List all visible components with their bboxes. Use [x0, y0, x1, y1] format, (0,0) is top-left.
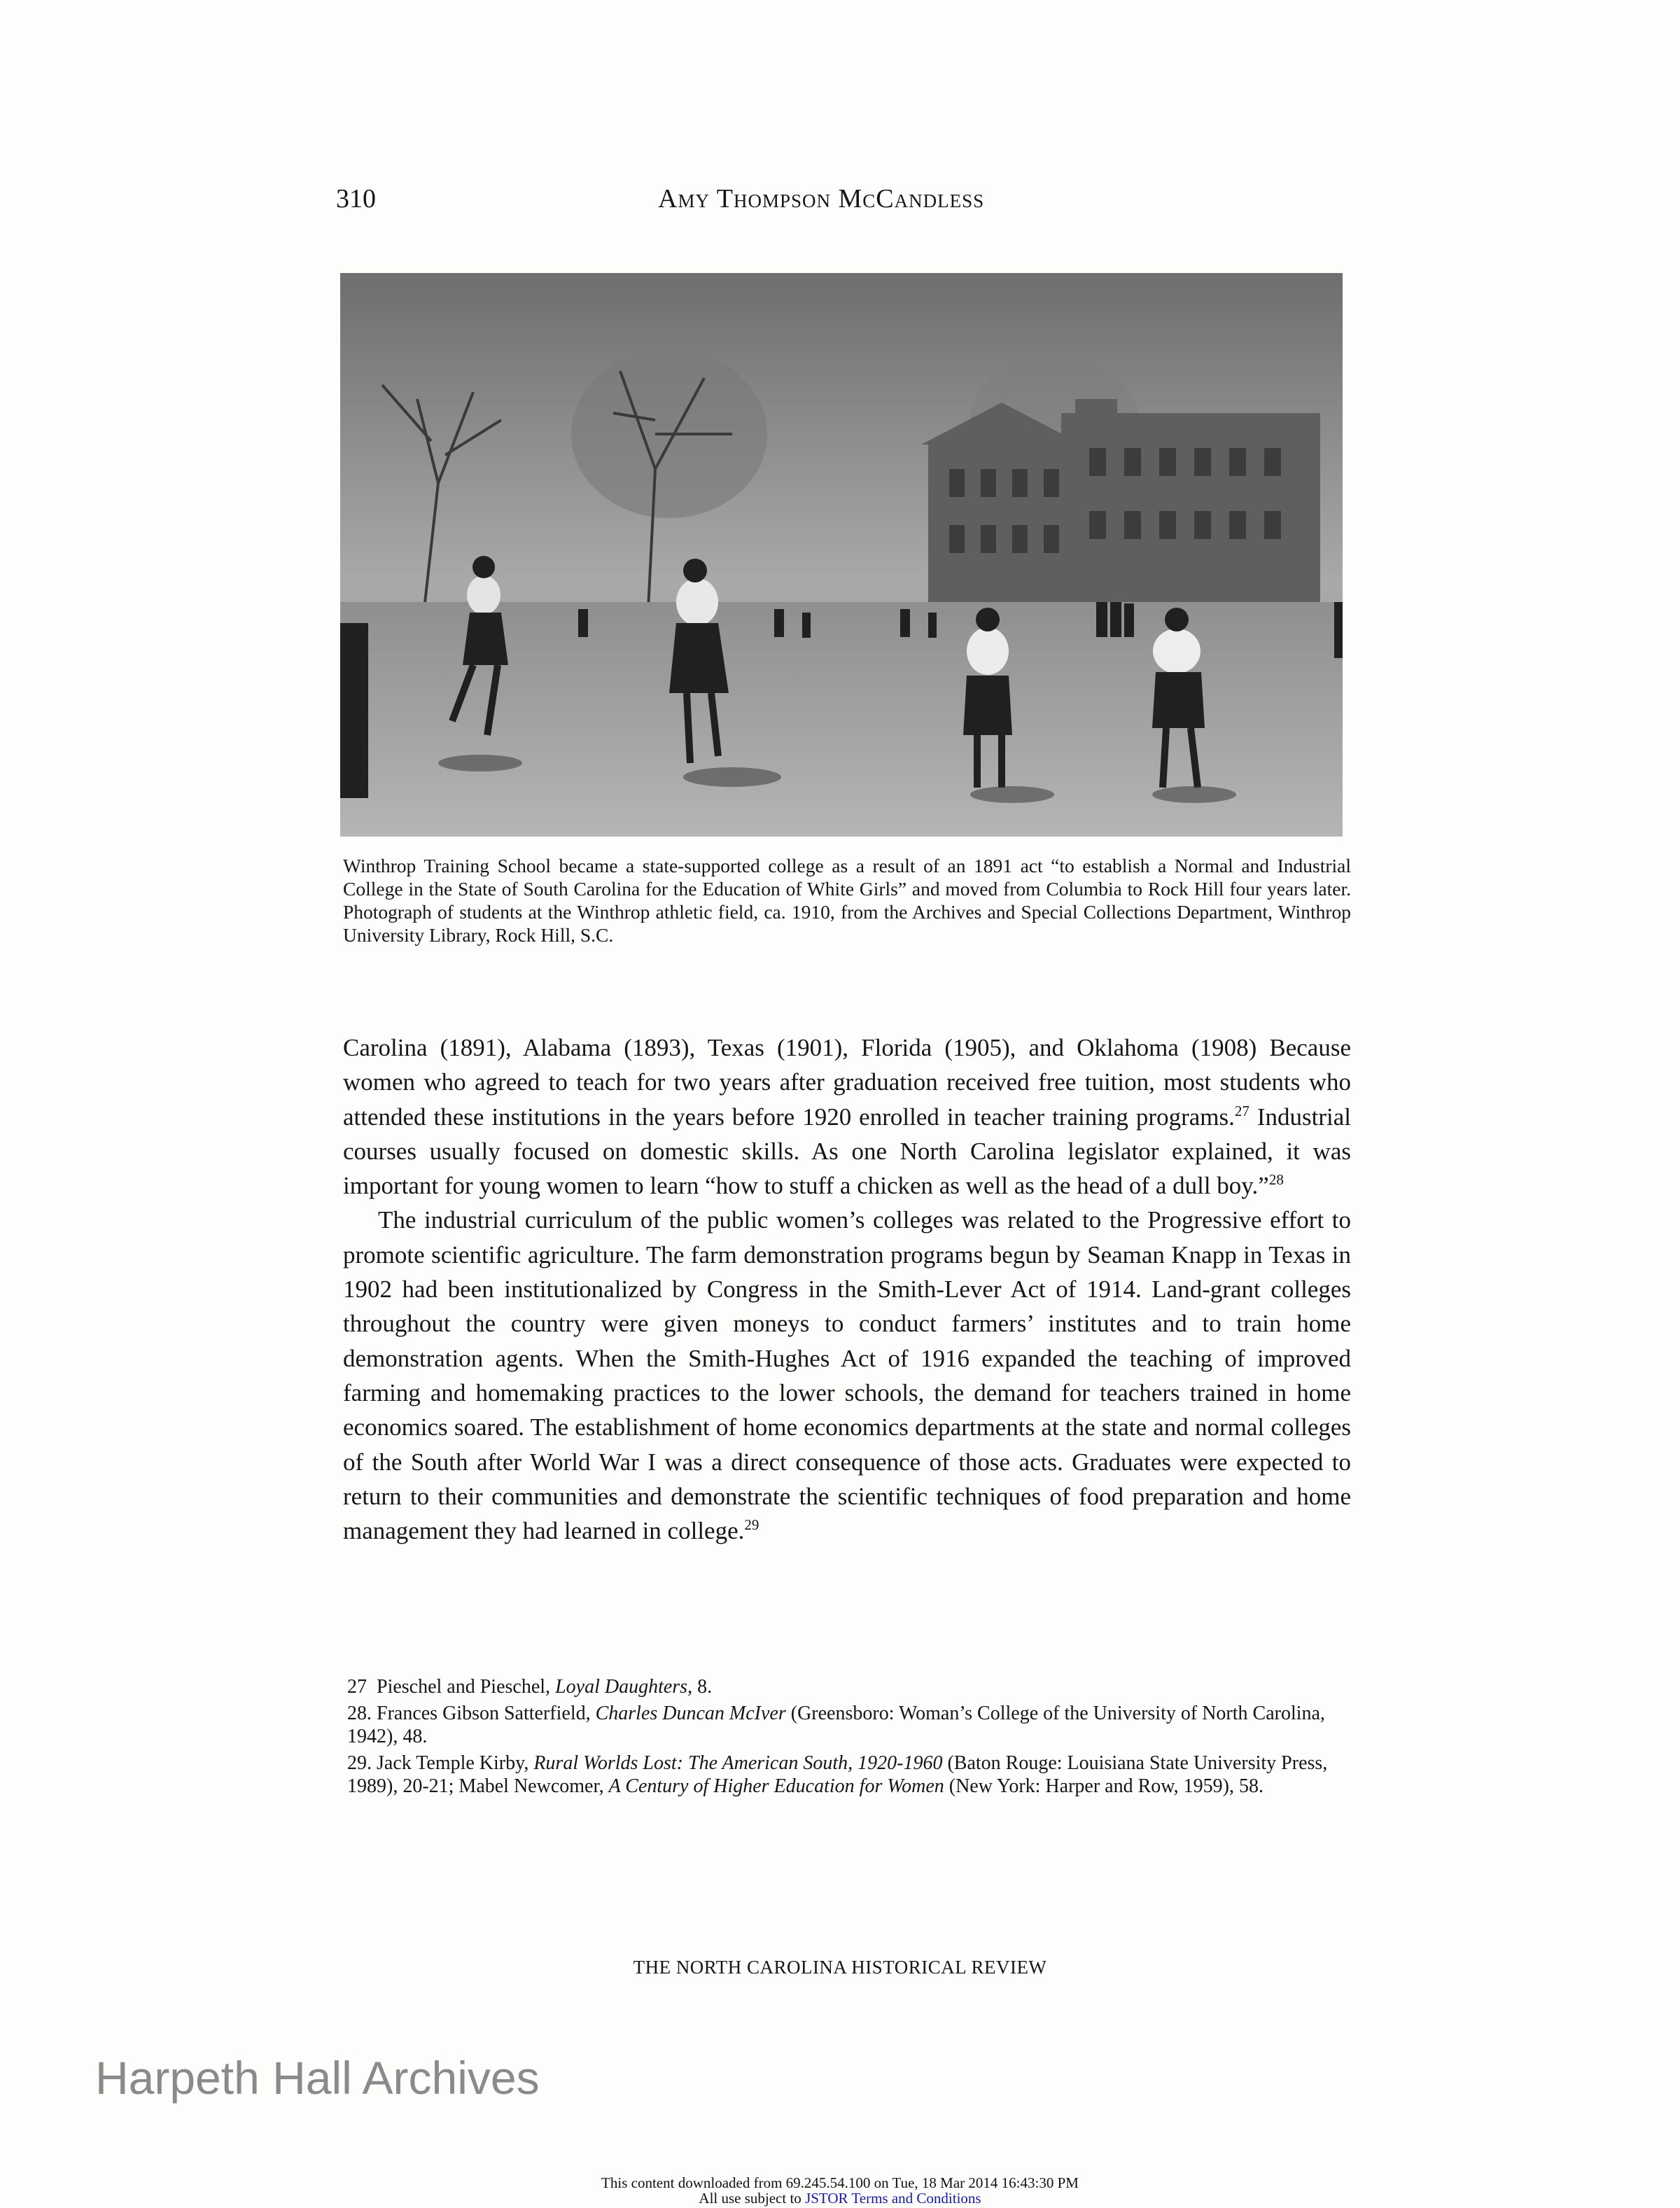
jstor-terms-link[interactable]: JSTOR Terms and Conditions [805, 2190, 981, 2207]
historical-photo-icon [340, 273, 1343, 837]
jstor-terms-line: All use subject to JSTOR Terms and Conditions [699, 2190, 981, 2207]
page-number: 310 [336, 184, 376, 214]
running-head: Amy Thompson McCandless [658, 184, 985, 214]
jstor-download-line: This content downloaded from 69.245.54.100 on Tue, 18 Mar 2014 16:43:30 PM [601, 2174, 1079, 2191]
footnote-27: 27 Pieschel and Pieschel, Loyal Daughters, 8. [347, 1676, 713, 1698]
footnotes [347, 1675, 1352, 1801]
footnote-ref: 27 [1234, 1102, 1250, 1119]
historical-photo [340, 273, 1343, 837]
bleed-through-running-head [602, 116, 610, 142]
jstor-notice [0, 2175, 1680, 2206]
journal-title: THE NORTH CAROLINA HISTORICAL REVIEW [633, 1957, 1047, 1978]
body-text [343, 1030, 1351, 1548]
footnote-29: 29. Jack Temple Kirby, Rural Worlds Lost: The American South, 1920-1960 (Baton Rouge: Louisiana State University Press, 1989), 20-21; Mabel Newcomer, A Century of Higher Education for Women (New York: Harper and Row, 1959), 58. [347, 1752, 1328, 1797]
photo-caption: Winthrop Training School became a state-supported college as a result of an 1891 act “to establish a Normal and Industrial College in the State of South Carolina for the Education of White Girls” and moved from Columbia to Rock Hill four years later. Photograph of students at the Winthrop athletic field, ca. 1910, from the Archives and Special Collections Department, Winthrop University Library, Rock Hill, S.C. [343, 855, 1351, 946]
archive-watermark: Harpeth Hall Archives [95, 2052, 540, 2104]
footnote-ref: 29 [744, 1516, 760, 1534]
footnote-28: 28. Frances Gibson Satterfield, Charles Duncan McIver (Greensboro: Woman’s College of the University of North Carolina, 1942), 48. [347, 1702, 1325, 1747]
paragraph: The industrial curriculum of the public women’s colleges was related to the Progressive effort to promote scientific agriculture. The farm demonstration programs begun by Seaman Knapp in Texas in 1902 had been institutionalized by Congress in the Smith-Lever Act of 1914. Land-grant colleges throughout the country were given moneys to conduct farmers’ institutes and to train home demonstration agents. When the Smith-Hughes Act of 1916 expanded the teaching of improved farming and homemaking practices to the lower schools, the demand for teachers trained in home economics soared. The establishment of home economics departments at the state and normal colleges of the South after World War I was a direct consequence of those acts. Graduates were expected to return to their communities and demonstrate the scientific techniques of food preparation and home management they had learned in college.$^{29}$ [343, 1206, 1351, 1545]
paragraph: Carolina (1891), Alabama (1893), Texas (1901), Florida (1905), and Oklahoma (1908) Because women who agreed to teach for two years after graduation received free tuition, most students who attended these institutions in the years before 1920 enrolled in teacher training programs.$^{27}$ Industrial courses usually focused on domestic skills. As one North Carolina legislator explained, it was important for young women to learn “how to stuff a chicken as well as the head of a dull boy.”$^{28}$ [343, 1034, 1352, 1200]
footnote-ref: 28 [1268, 1171, 1284, 1189]
